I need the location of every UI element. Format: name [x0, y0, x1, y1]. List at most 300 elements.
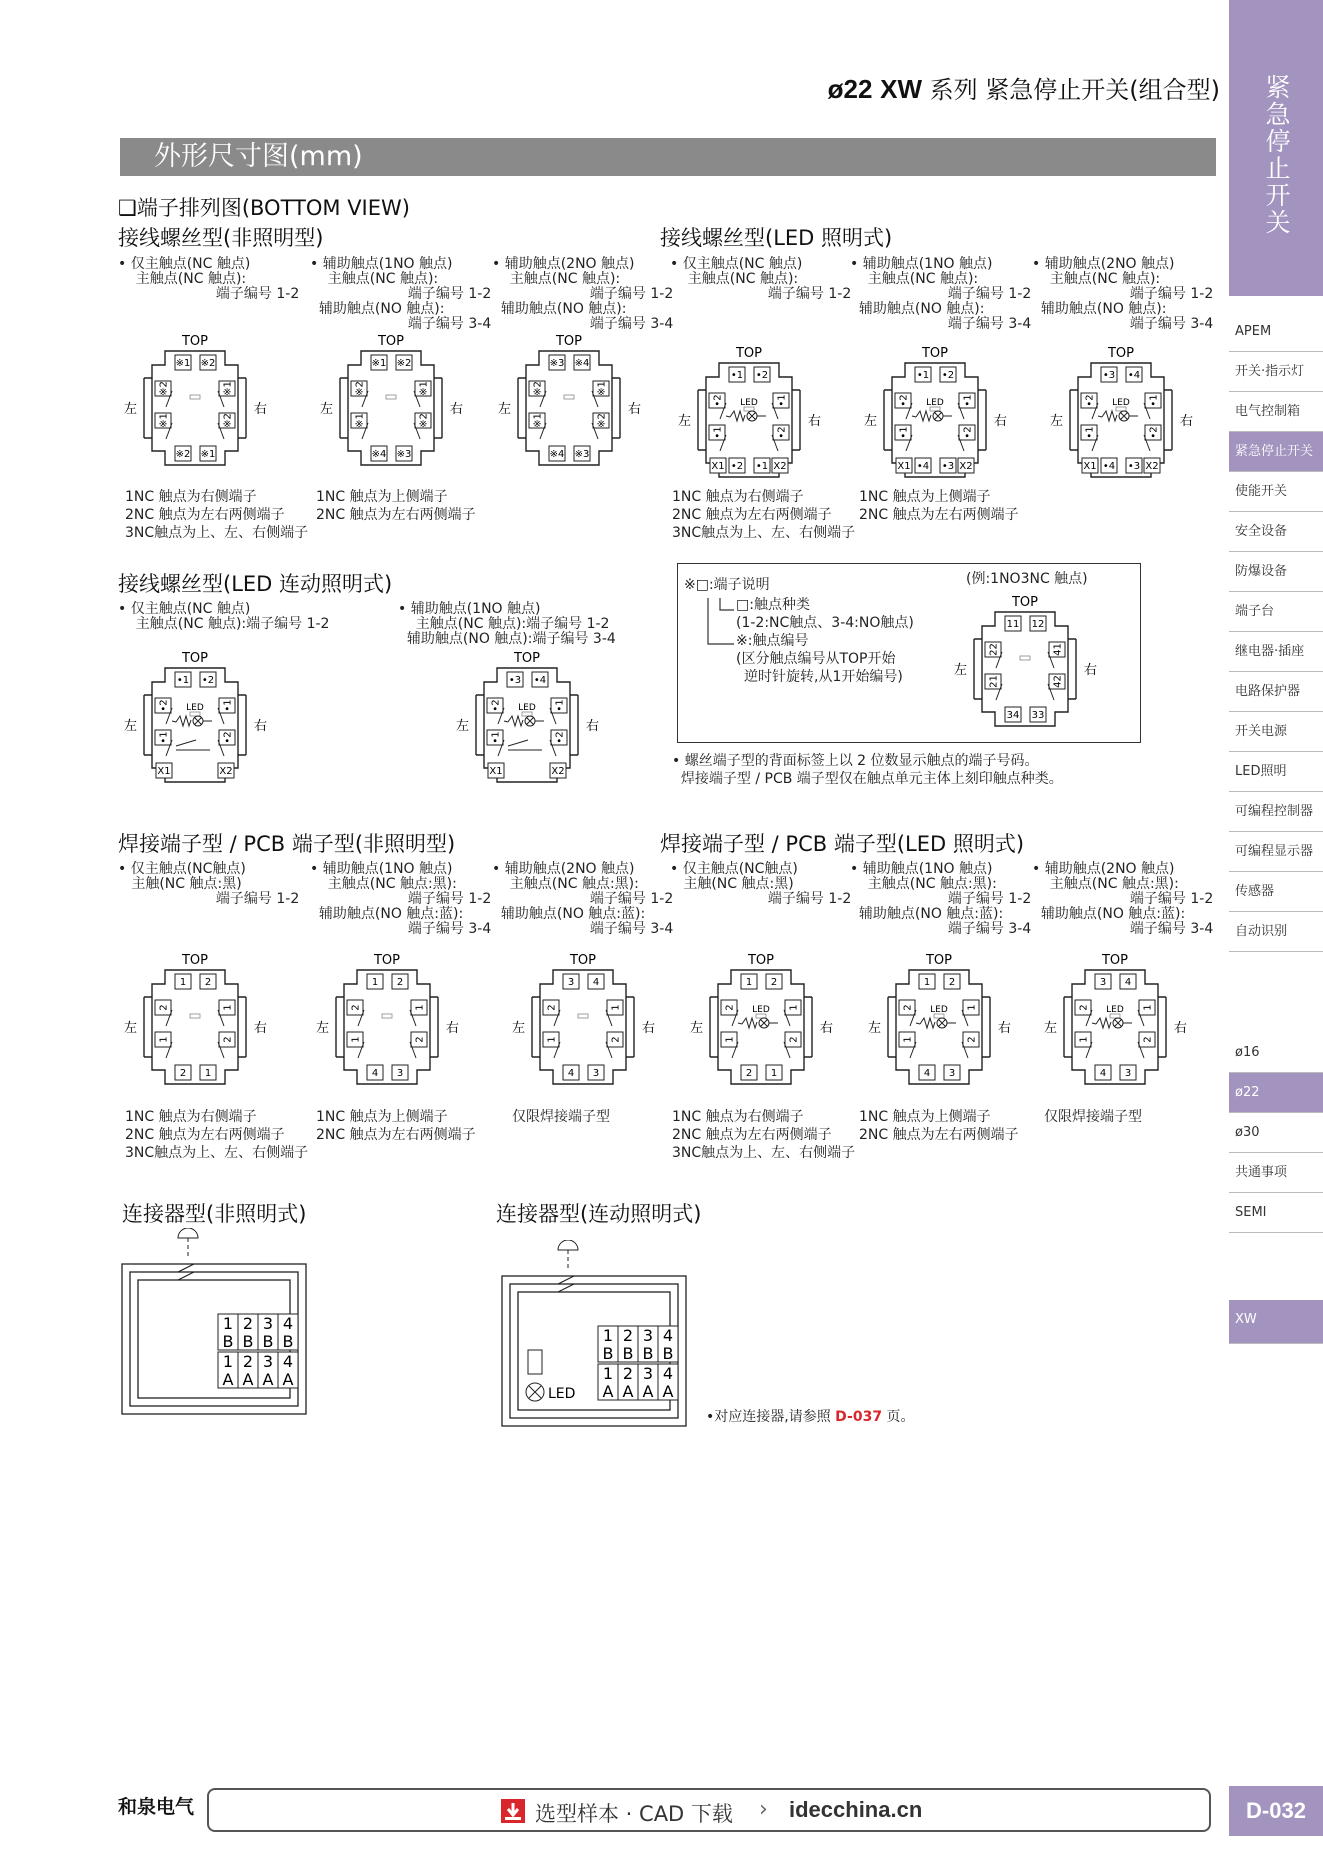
svg-text:1: 1 — [602, 1364, 614, 1383]
svg-text:※2: ※2 — [200, 358, 216, 369]
legend-line6: 逆时针旋转,从1开始编号) — [744, 669, 903, 685]
sidebar-size-item[interactable]: ø30 — [1229, 1113, 1323, 1153]
svg-text:•2: •2 — [755, 370, 769, 381]
svg-text:•3: •3 — [941, 461, 955, 472]
svg-text:1: 1 — [610, 1004, 622, 1011]
svg-text:右: 右 — [254, 719, 268, 734]
section-connector-link: 连接器型(连动照明式) — [496, 1202, 702, 1226]
svg-text:•1: •1 — [554, 699, 566, 712]
svg-text:右: 右 — [446, 1021, 460, 1036]
svg-text:右: 右 — [628, 402, 642, 417]
svg-text:•1: •1 — [490, 731, 502, 744]
svg-text:1: 1 — [179, 977, 187, 988]
svg-text:※3: ※3 — [549, 358, 565, 369]
svg-text:TOP: TOP — [569, 953, 597, 968]
svg-text:LED: LED — [926, 398, 944, 408]
svg-text:右: 右 — [1180, 414, 1194, 429]
svg-text:A: A — [622, 1382, 634, 1401]
svg-text:右: 右 — [642, 1021, 656, 1036]
svg-text:2: 2 — [1142, 1036, 1154, 1043]
svg-text:4: 4 — [923, 1068, 931, 1079]
sidebar-category — [1229, 0, 1323, 296]
svg-text:•3: •3 — [1127, 461, 1141, 472]
svg-text:2: 2 — [966, 1036, 978, 1043]
svg-text:※1: ※1 — [596, 381, 608, 396]
svg-text:B: B — [262, 1332, 274, 1351]
svg-text:•1: •1 — [1084, 426, 1096, 439]
svg-text:※2: ※2 — [532, 381, 544, 396]
svg-text:1: 1 — [1078, 1036, 1090, 1043]
svg-text:A: A — [262, 1370, 274, 1389]
note-led-nc: 1NC 触点为右侧端子 2NC 触点为左右两侧端子 3NC触点为上、左、右侧端子 — [672, 489, 856, 541]
svg-text:2: 2 — [179, 1068, 187, 1079]
svg-text:33: 33 — [1031, 710, 1045, 721]
svg-text:※1: ※1 — [371, 358, 387, 369]
connector-page-link[interactable]: D-037 — [835, 1409, 883, 1425]
sidebar-item[interactable]: 使能开关 — [1229, 472, 1323, 512]
note-solder-led-1no: 1NC 触点为上侧端子 2NC 触点为左右两侧端子 — [859, 1109, 1019, 1143]
section-screw: 接线螺丝型(非照明型) — [118, 226, 324, 250]
svg-text:1: 1 — [602, 1326, 614, 1345]
svg-text:2: 2 — [788, 1036, 800, 1043]
screw-label-note: • 螺丝端子型的背面标签上以 2 位数显示触点的端子号码。 焊接端子型 / PCB 端子型仅在触点单元主体上刻印触点种类。 — [672, 753, 1063, 787]
diagram-screw-1no — [316, 333, 466, 483]
desc-solder-led-1no: • 辅助触点(1NO 触点) 主触点(NC 触点:黑): 端子编号 1-2 辅助触点(NO 触点:蓝): 端子编号 3-4 — [850, 861, 1032, 937]
diagram-link-1no — [452, 650, 602, 800]
sidebar-size-item[interactable]: 共通事项 — [1229, 1153, 1323, 1193]
svg-text:4: 4 — [282, 1352, 294, 1371]
svg-text:•1: •1 — [176, 675, 190, 686]
note-led-1no: 1NC 触点为上侧端子 2NC 触点为左右两侧端子 — [859, 489, 1019, 523]
svg-text:4: 4 — [371, 1068, 379, 1079]
svg-text:TOP: TOP — [1011, 595, 1039, 610]
brand-logo: 和泉电气 — [118, 1796, 195, 1818]
connector-note: •对应连接器,请参照 D-037 页。 — [706, 1409, 915, 1425]
svg-text:1: 1 — [414, 1004, 426, 1011]
svg-text:※2: ※2 — [596, 413, 608, 428]
svg-text:•1: •1 — [962, 394, 974, 407]
svg-text:左: 左 — [124, 1021, 138, 1036]
svg-text:右: 右 — [450, 402, 464, 417]
desc-solder-nc: • 仅主触点(NC触点) 主触(NC 触点:黑) 端子编号 1-2 — [118, 861, 300, 907]
sidebar-item[interactable]: 电气控制箱 — [1229, 392, 1323, 432]
svg-text:TOP: TOP — [377, 334, 405, 349]
page-header: ø22 XW 系列 紧急停止开关(组合型) — [827, 74, 1220, 104]
svg-text:2: 2 — [622, 1364, 634, 1383]
svg-text:•2: •2 — [158, 699, 170, 712]
svg-text:左: 左 — [954, 663, 968, 678]
sidebar-series-xw[interactable]: XW — [1229, 1300, 1323, 1344]
svg-text:X1: X1 — [1083, 461, 1097, 472]
svg-text:※2: ※2 — [222, 413, 234, 428]
svg-text:A: A — [222, 1370, 234, 1389]
sidebar-item[interactable]: 防爆设备 — [1229, 552, 1323, 592]
svg-text:B: B — [662, 1344, 674, 1363]
svg-text:1: 1 — [788, 1004, 800, 1011]
svg-text:右: 右 — [994, 414, 1008, 429]
svg-text:X2: X2 — [1145, 461, 1159, 472]
svg-text:左: 左 — [124, 402, 138, 417]
svg-text:右: 右 — [1084, 663, 1098, 678]
svg-text:LED: LED — [752, 1005, 770, 1015]
svg-text:X2: X2 — [219, 766, 233, 777]
svg-text:3: 3 — [948, 1068, 956, 1079]
svg-text:4: 4 — [1124, 977, 1132, 988]
sidebar-item[interactable]: 可编程控制器 — [1229, 792, 1323, 832]
svg-text:TOP: TOP — [555, 334, 583, 349]
download-icon — [499, 1797, 527, 1825]
svg-text:B: B — [242, 1332, 254, 1351]
diagram-connector — [118, 1228, 318, 1428]
chevron-right-icon: › — [759, 1797, 768, 1822]
desc-led-1no: • 辅助触点(1NO 触点) 主触点(NC 触点): 端子编号 1-2 辅助触点(NO 触点): 端子编号 3-4 — [850, 256, 1032, 332]
diagram-connector-link — [498, 1240, 698, 1440]
svg-text:※1: ※1 — [532, 413, 544, 428]
svg-text:※3: ※3 — [396, 449, 412, 460]
svg-text:TOP: TOP — [747, 953, 775, 968]
svg-text:※4: ※4 — [371, 449, 387, 460]
svg-text:左: 左 — [690, 1021, 704, 1036]
svg-text:•1: •1 — [730, 370, 744, 381]
svg-text:4: 4 — [592, 977, 600, 988]
svg-text:2: 2 — [1078, 1004, 1090, 1011]
svg-text:B: B — [222, 1332, 234, 1351]
download-banner[interactable] — [207, 1788, 1211, 1832]
svg-text:•2: •2 — [222, 731, 234, 744]
svg-text:TOP: TOP — [1107, 346, 1135, 361]
svg-text:•4: •4 — [1102, 461, 1116, 472]
svg-text:1: 1 — [902, 1036, 914, 1043]
svg-text:1: 1 — [204, 1068, 212, 1079]
sidebar-item[interactable]: 开关·指示灯 — [1229, 352, 1323, 392]
svg-text:A: A — [282, 1370, 294, 1389]
svg-text:2: 2 — [948, 977, 956, 988]
svg-text:右: 右 — [820, 1021, 834, 1036]
svg-text:LED: LED — [548, 1386, 576, 1402]
svg-text:•3: •3 — [1102, 370, 1116, 381]
svg-text:4: 4 — [662, 1364, 674, 1383]
svg-text:2: 2 — [242, 1352, 254, 1371]
svg-text:※1: ※1 — [418, 381, 430, 396]
sidebar-size-item[interactable]: ø22 — [1229, 1073, 1323, 1113]
diagram-link-nc — [120, 650, 270, 800]
svg-text:X2: X2 — [959, 461, 973, 472]
section-screw-led-link: 接线螺丝型(LED 连动照明式) — [118, 572, 393, 596]
svg-text:3: 3 — [567, 977, 575, 988]
svg-text:2: 2 — [158, 1004, 170, 1011]
svg-text:•4: •4 — [1127, 370, 1141, 381]
svg-text:•2: •2 — [490, 699, 502, 712]
svg-text:3: 3 — [1124, 1068, 1132, 1079]
svg-text:1: 1 — [1142, 1004, 1154, 1011]
desc-screw-2no: • 辅助触点(2NO 触点) 主触点(NC 触点): 端子编号 1-2 辅助触点(NO 触点): 端子编号 3-4 — [492, 256, 674, 332]
svg-text:•2: •2 — [554, 731, 566, 744]
svg-text:※4: ※4 — [549, 449, 565, 460]
note-solder-nc: 1NC 触点为右侧端子 2NC 触点为左右两侧端子 3NC触点为上、左、右侧端子 — [125, 1109, 309, 1161]
svg-text:•1: •1 — [776, 394, 788, 407]
svg-text:•3: •3 — [508, 675, 522, 686]
sidebar-category-title: 紧急停止开关 — [1262, 74, 1291, 236]
svg-text:1: 1 — [222, 1314, 234, 1333]
svg-text:1: 1 — [546, 1036, 558, 1043]
svg-text:3: 3 — [1099, 977, 1107, 988]
svg-text:※2: ※2 — [418, 413, 430, 428]
diagram-screw-2no — [494, 333, 644, 483]
svg-text:A: A — [662, 1382, 674, 1401]
svg-text:右: 右 — [254, 402, 268, 417]
svg-text:※1: ※1 — [158, 413, 170, 428]
svg-text:※2: ※2 — [354, 381, 366, 396]
diagram-legend-example — [950, 594, 1100, 744]
note-screw-1no: 1NC 触点为上侧端子 2NC 触点为左右两侧端子 — [316, 489, 476, 523]
svg-text:1: 1 — [222, 1004, 234, 1011]
svg-text:※2: ※2 — [396, 358, 412, 369]
svg-text:A: A — [242, 1370, 254, 1389]
svg-text:※3: ※3 — [574, 449, 590, 460]
section-solder-led: 焊接端子型 / PCB 端子型(LED 照明式) — [660, 832, 1025, 856]
svg-text:LED: LED — [1112, 398, 1130, 408]
desc-solder-led-nc: • 仅主触点(NC触点) 主触(NC 触点:黑) 端子编号 1-2 — [670, 861, 852, 907]
svg-text:左: 左 — [864, 414, 878, 429]
svg-text:X1: X1 — [897, 461, 911, 472]
svg-text:右: 右 — [1174, 1021, 1188, 1036]
svg-text:2: 2 — [350, 1004, 362, 1011]
svg-text:41: 41 — [1052, 643, 1064, 656]
svg-text:右: 右 — [254, 1021, 268, 1036]
desc-solder-led-2no: • 辅助触点(2NO 触点) 主触点(NC 触点:黑): 端子编号 1-2 辅助触点(NO 触点:蓝): 端子编号 3-4 — [1032, 861, 1214, 937]
svg-text:2: 2 — [396, 977, 404, 988]
svg-text:LED: LED — [930, 1005, 948, 1015]
svg-text:TOP: TOP — [1101, 953, 1129, 968]
desc-screw-1no: • 辅助触点(1NO 触点) 主触点(NC 触点): 端子编号 1-2 辅助触点(NO 触点): 端子编号 3-4 — [310, 256, 492, 332]
legend-line2: □:触点种类 — [736, 597, 810, 613]
note-solder-led-2no: 仅限焊接端子型 — [1044, 1109, 1142, 1125]
svg-text:※1: ※1 — [354, 413, 366, 428]
diagram-led-1no — [860, 345, 1010, 495]
svg-text:TOP: TOP — [925, 953, 953, 968]
legend-line1: ※□:端子说明 — [684, 577, 770, 593]
svg-text:1: 1 — [222, 1352, 234, 1371]
svg-text:4: 4 — [282, 1314, 294, 1333]
desc-solder-1no: • 辅助触点(1NO 触点) 主触点(NC 触点:黑): 端子编号 1-2 辅助触点(NO 触点:蓝): 端子编号 3-4 — [310, 861, 492, 937]
svg-text:1: 1 — [371, 977, 379, 988]
svg-text:2: 2 — [222, 1036, 234, 1043]
svg-text:•2: •2 — [1148, 426, 1160, 439]
sidebar-item[interactable]: 安全设备 — [1229, 512, 1323, 552]
svg-text:※1: ※1 — [175, 358, 191, 369]
sidebar-item[interactable]: 端子台 — [1229, 592, 1323, 632]
svg-text:1: 1 — [770, 1068, 778, 1079]
svg-text:左: 左 — [498, 402, 512, 417]
svg-text:•1: •1 — [712, 426, 724, 439]
svg-text:B: B — [642, 1344, 654, 1363]
svg-text:2: 2 — [204, 977, 212, 988]
sidebar-size-item[interactable]: ø16 — [1229, 1033, 1323, 1073]
site-url[interactable]: idecchina.cn — [789, 1797, 923, 1822]
sidebar-item[interactable]: 电路保护器 — [1229, 672, 1323, 712]
svg-text:11: 11 — [1006, 619, 1020, 630]
svg-text:•1: •1 — [158, 731, 170, 744]
svg-text:•1: •1 — [916, 370, 930, 381]
svg-text:B: B — [282, 1332, 294, 1351]
desc-screw-nc: • 仅主触点(NC 触点) 主触点(NC 触点): 端子编号 1-2 — [118, 256, 300, 302]
svg-text:B: B — [602, 1344, 614, 1363]
svg-text:•2: •2 — [776, 426, 788, 439]
svg-text:※1: ※1 — [200, 449, 216, 460]
svg-text:左: 左 — [868, 1021, 882, 1036]
svg-text:LED: LED — [186, 703, 204, 713]
svg-text:TOP: TOP — [921, 346, 949, 361]
svg-text:X2: X2 — [551, 766, 565, 777]
svg-text:3: 3 — [642, 1364, 654, 1383]
svg-text:•2: •2 — [201, 675, 215, 686]
svg-text:LED: LED — [1106, 1005, 1124, 1015]
svg-text:3: 3 — [592, 1068, 600, 1079]
svg-text:•4: •4 — [916, 461, 930, 472]
svg-text:•2: •2 — [962, 426, 974, 439]
svg-text:42: 42 — [1052, 675, 1064, 688]
svg-text:左: 左 — [1050, 414, 1064, 429]
sidebar-item[interactable]: 传感器 — [1229, 872, 1323, 912]
svg-text:LED: LED — [518, 703, 536, 713]
note-solder-2no: 仅限焊接端子型 — [512, 1109, 610, 1125]
svg-text:左: 左 — [512, 1021, 526, 1036]
sidebar-item[interactable]: APEM — [1229, 312, 1323, 352]
svg-text:※1: ※1 — [222, 381, 234, 396]
sidebar-item[interactable]: 紧急停止开关 — [1229, 432, 1323, 472]
svg-text:4: 4 — [567, 1068, 575, 1079]
svg-text:•2: •2 — [730, 461, 744, 472]
svg-text:TOP: TOP — [373, 953, 401, 968]
svg-text:左: 左 — [678, 414, 692, 429]
svg-text:TOP: TOP — [735, 346, 763, 361]
sidebar-item[interactable]: LED照明 — [1229, 752, 1323, 792]
legend-line3: (1-2:NC触点、3-4:NO触点) — [736, 615, 914, 631]
diagram-solder-led-2no — [1040, 952, 1190, 1102]
desc-link-nc: • 仅主触点(NC 触点) 主触点(NC 触点):端子编号 1-2 — [118, 601, 330, 632]
svg-text:右: 右 — [998, 1021, 1012, 1036]
svg-text:2: 2 — [745, 1068, 753, 1079]
diagram-solder-led-1no — [864, 952, 1014, 1102]
svg-text:3: 3 — [642, 1326, 654, 1345]
legend-example: (例:1NO3NC 触点) — [966, 571, 1088, 587]
terminal-arrangement-title: ❑端子排列图(BOTTOM VIEW) — [118, 196, 410, 220]
sidebar-size-item[interactable]: SEMI — [1229, 1193, 1323, 1233]
note-screw-nc: 1NC 触点为右侧端子 2NC 触点为左右两侧端子 3NC触点为上、左、右侧端子 — [125, 489, 309, 541]
diagram-solder-nc — [120, 952, 270, 1102]
terminal-legend-box — [677, 563, 1141, 743]
svg-text:TOP: TOP — [181, 334, 209, 349]
diagram-led-nc — [674, 345, 824, 495]
svg-text:4: 4 — [662, 1326, 674, 1345]
svg-text:※4: ※4 — [574, 358, 590, 369]
legend-line4: ※:触点编号 — [736, 633, 809, 649]
diagram-solder-1no — [312, 952, 462, 1102]
download-label: 选型样本 · CAD 下载 — [535, 1802, 733, 1826]
svg-text:X1: X1 — [489, 766, 503, 777]
svg-text:•2: •2 — [712, 394, 724, 407]
svg-text:左: 左 — [124, 719, 138, 734]
svg-text:34: 34 — [1006, 710, 1020, 721]
svg-text:2: 2 — [242, 1314, 254, 1333]
svg-text:右: 右 — [586, 719, 600, 734]
svg-text:A: A — [642, 1382, 654, 1401]
svg-text:2: 2 — [724, 1004, 736, 1011]
svg-text:•4: •4 — [533, 675, 547, 686]
svg-text:左: 左 — [316, 1021, 330, 1036]
desc-link-1no: • 辅助触点(1NO 触点) 主触点(NC 触点):端子编号 1-2 辅助触点(NO 触点):端子编号 3-4 — [398, 601, 616, 647]
svg-text:※2: ※2 — [158, 381, 170, 396]
svg-text:TOP: TOP — [181, 953, 209, 968]
sidebar-item[interactable]: 可编程显示器 — [1229, 832, 1323, 872]
diagram-solder-led-nc — [686, 952, 836, 1102]
svg-text:2: 2 — [770, 977, 778, 988]
svg-text:•2: •2 — [941, 370, 955, 381]
svg-text:•1: •1 — [222, 699, 234, 712]
svg-text:1: 1 — [966, 1004, 978, 1011]
sidebar-item[interactable]: 开关电源 — [1229, 712, 1323, 752]
legend-line5: (区分触点编号从TOP开始 — [736, 651, 896, 667]
section-solder: 焊接端子型 / PCB 端子型(非照明型) — [118, 832, 456, 856]
svg-text:21: 21 — [988, 675, 1000, 688]
svg-text:X1: X1 — [711, 461, 725, 472]
page-number: D-032 — [1229, 1786, 1323, 1836]
svg-text:•1: •1 — [898, 426, 910, 439]
diagram-led-2no — [1046, 345, 1196, 495]
svg-text:左: 左 — [456, 719, 470, 734]
svg-text:2: 2 — [902, 1004, 914, 1011]
svg-text:A: A — [602, 1382, 614, 1401]
svg-text:•1: •1 — [755, 461, 769, 472]
svg-text:※2: ※2 — [175, 449, 191, 460]
svg-text:左: 左 — [1044, 1021, 1058, 1036]
svg-text:3: 3 — [396, 1068, 404, 1079]
svg-text:•2: •2 — [898, 394, 910, 407]
svg-text:1: 1 — [350, 1036, 362, 1043]
svg-text:1: 1 — [158, 1036, 170, 1043]
svg-text:TOP: TOP — [181, 651, 209, 666]
note-solder-led-nc: 1NC 触点为右侧端子 2NC 触点为左右两侧端子 3NC触点为上、左、右侧端子 — [672, 1109, 856, 1161]
desc-solder-2no: • 辅助触点(2NO 触点) 主触点(NC 触点:黑): 端子编号 1-2 辅助触点(NO 触点:蓝): 端子编号 3-4 — [492, 861, 674, 937]
svg-text:2: 2 — [414, 1036, 426, 1043]
svg-text:2: 2 — [622, 1326, 634, 1345]
diagram-solder-2no — [508, 952, 658, 1102]
svg-text:•2: •2 — [1084, 394, 1096, 407]
svg-text:LED: LED — [740, 398, 758, 408]
desc-led-nc: • 仅主触点(NC 触点) 主触点(NC 触点): 端子编号 1-2 — [670, 256, 852, 302]
svg-text:3: 3 — [262, 1314, 274, 1333]
svg-text:12: 12 — [1031, 619, 1045, 630]
section-screw-led: 接线螺丝型(LED 照明式) — [660, 226, 893, 250]
svg-text:X2: X2 — [773, 461, 787, 472]
svg-text:2: 2 — [610, 1036, 622, 1043]
svg-text:22: 22 — [988, 643, 1000, 656]
svg-text:左: 左 — [320, 402, 334, 417]
diagram-screw-nc — [120, 333, 270, 483]
svg-text:2: 2 — [546, 1004, 558, 1011]
section-connector: 连接器型(非照明式) — [122, 1202, 307, 1226]
svg-text:X1: X1 — [157, 766, 171, 777]
svg-text:1: 1 — [724, 1036, 736, 1043]
svg-text:1: 1 — [745, 977, 753, 988]
section-band: 外形尺寸图(mm) — [120, 138, 1216, 176]
desc-led-2no: • 辅助触点(2NO 触点) 主触点(NC 触点): 端子编号 1-2 辅助触点(NO 触点): 端子编号 3-4 — [1032, 256, 1214, 332]
svg-text:右: 右 — [808, 414, 822, 429]
note-solder-1no: 1NC 触点为上侧端子 2NC 触点为左右两侧端子 — [316, 1109, 476, 1143]
sidebar-item[interactable]: 继电器·插座 — [1229, 632, 1323, 672]
svg-text:TOP: TOP — [513, 651, 541, 666]
sidebar-item[interactable]: 自动识别 — [1229, 912, 1323, 952]
